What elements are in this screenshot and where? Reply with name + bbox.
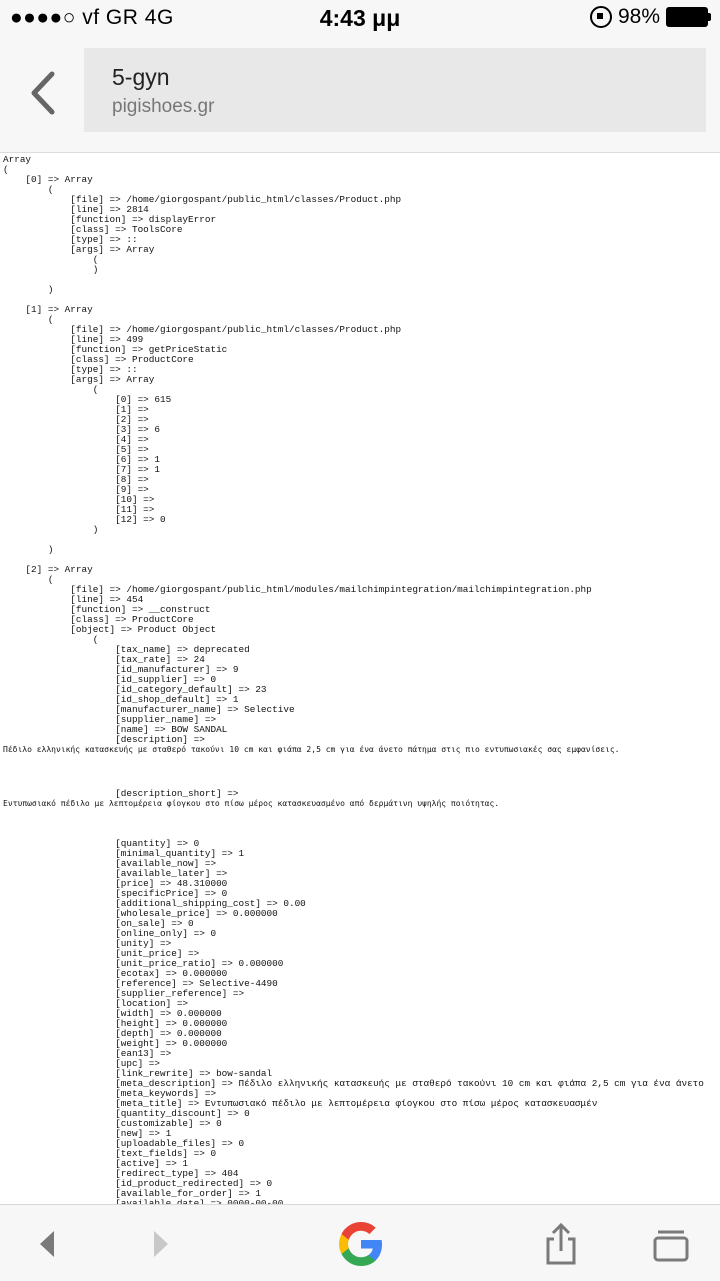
browser-toolbar	[0, 1204, 720, 1281]
browser-nav-bar	[0, 38, 720, 153]
google-logo-icon	[334, 1217, 388, 1271]
dump-product-fields: [quantity] => 0 [minimal_quantity] => 1 [available_now] => [available_later] => [price] => 48.310000 [specificPrice] => 0 [additional_shipping_cost] => 0.00 [wholesale_price] => 0.000000 [on_sale] => 0 [online_only] => 0 [unity] => [unit_price] => [unit_price_ratio] => 0.000000 [ecotax] => 0.000000 [reference] => Selective-4490 [supplier_reference] => [location] => [width] => 0.000000 [height] => 0.000000 [depth] => 0.000000 [weight] => 0.000000 [ean13] => [upc] => [link_rewrite] => bow-sandal [meta_description] => Πέδιλο ελληνικής κατασκευής με σταθερό τακούνι 10 cm και φιάπα 2,5 cm για ένα άνετο [meta_keywords] => [meta_title] => Εντυπωσιακό πέδιλο με λεπτομέρεια φίογκου στο πίσω μέρος κατασκευασμέν [quantity_discount] => 0 [customizable] => 0 [new] => 1 [uploadable_files] => 0 [text_fields] => 0 [active] => 1 [redirect_type] => 404 [id_product_redirected] => 0 [available_for_order] => 1	[115, 838, 704, 1199]
rotation-lock-icon	[590, 6, 612, 28]
battery-percent: 98%	[617, 5, 660, 28]
battery-icon	[666, 7, 708, 27]
page-title: 5-gyn	[112, 64, 170, 90]
chevron-left-icon	[22, 1219, 72, 1269]
tabs-button[interactable]	[646, 1219, 696, 1269]
dump-trace: Array ( [0] => Array ( [file] => /home/giorgospant/public_html/classes/Product.php [line] => 2814 [function] => displayError [class] => ToolsCore [type] => :: [args] => Array ( ) ) [1] => Array ( [file] => /home/giorgospant/public_html/classes/Product.php [line] => 499 [function] => getPriceStatic [class] => ProductCore [type] => :: [args] => Array ( [0] => 615 [1] => [2] => [3] => 6 [4] => [5] => [6] => 1 [7] => 1 [8] => [9] => [10] => [11] => [12] => 0 ) ) [2] => Array ( [file] => /home/giorgospant/public_html/modules/mailchimpintegration/mailchimpintegration.php [line] => 454 [function] => __construct [class] => ProductCore [object] => Product Object ( [tax_name] => deprecated [tax_rate] => 24 [id_manufacturer] => 9 [id_supplier] => 0 [id_category_default] => 23 [id_shop_default] => 1 [manufacturer_name] => Selective [supplier_name] => [name] => BOW SANDAL [description] =>	[3, 154, 592, 745]
tabs-icon	[646, 1219, 696, 1269]
description-short-text: Εντυπωσιακό πέδιλο με λεπτομέρεια φίογκου στο πίσω μέρος κατασκευασμένο από δερμάτινη υψηλής ποιότητας.	[3, 799, 500, 808]
page-domain: pigishoes.gr	[112, 96, 215, 117]
debug-dump	[0, 152, 720, 1219]
status-bar	[0, 0, 720, 38]
clock: 4:43 μμ	[319, 5, 401, 31]
description-short-label: [description_short] =>	[3, 788, 239, 799]
toolbar-forward-button[interactable]	[136, 1219, 186, 1269]
back-button[interactable]	[22, 66, 66, 120]
chevron-right-icon	[136, 1219, 186, 1269]
carrier-signal: ●●●●○ vf GR 4G	[10, 6, 174, 29]
google-search-button[interactable]	[334, 1217, 388, 1271]
toolbar-back-button[interactable]	[22, 1219, 72, 1269]
description-text: Πέδιλο ελληνικής κατασκευής με σταθερό τακούνι 10 cm και φιάπα 2,5 cm για ένα άνετο πάτημα στις πιο εντυπωσιακές σας εμφανίσεις.	[3, 745, 620, 754]
url-bar[interactable]	[84, 48, 706, 132]
share-button[interactable]	[536, 1219, 586, 1269]
page-content[interactable]	[0, 152, 720, 1204]
status-right	[590, 5, 708, 29]
share-icon	[536, 1219, 586, 1269]
chevron-left-icon	[22, 66, 66, 120]
